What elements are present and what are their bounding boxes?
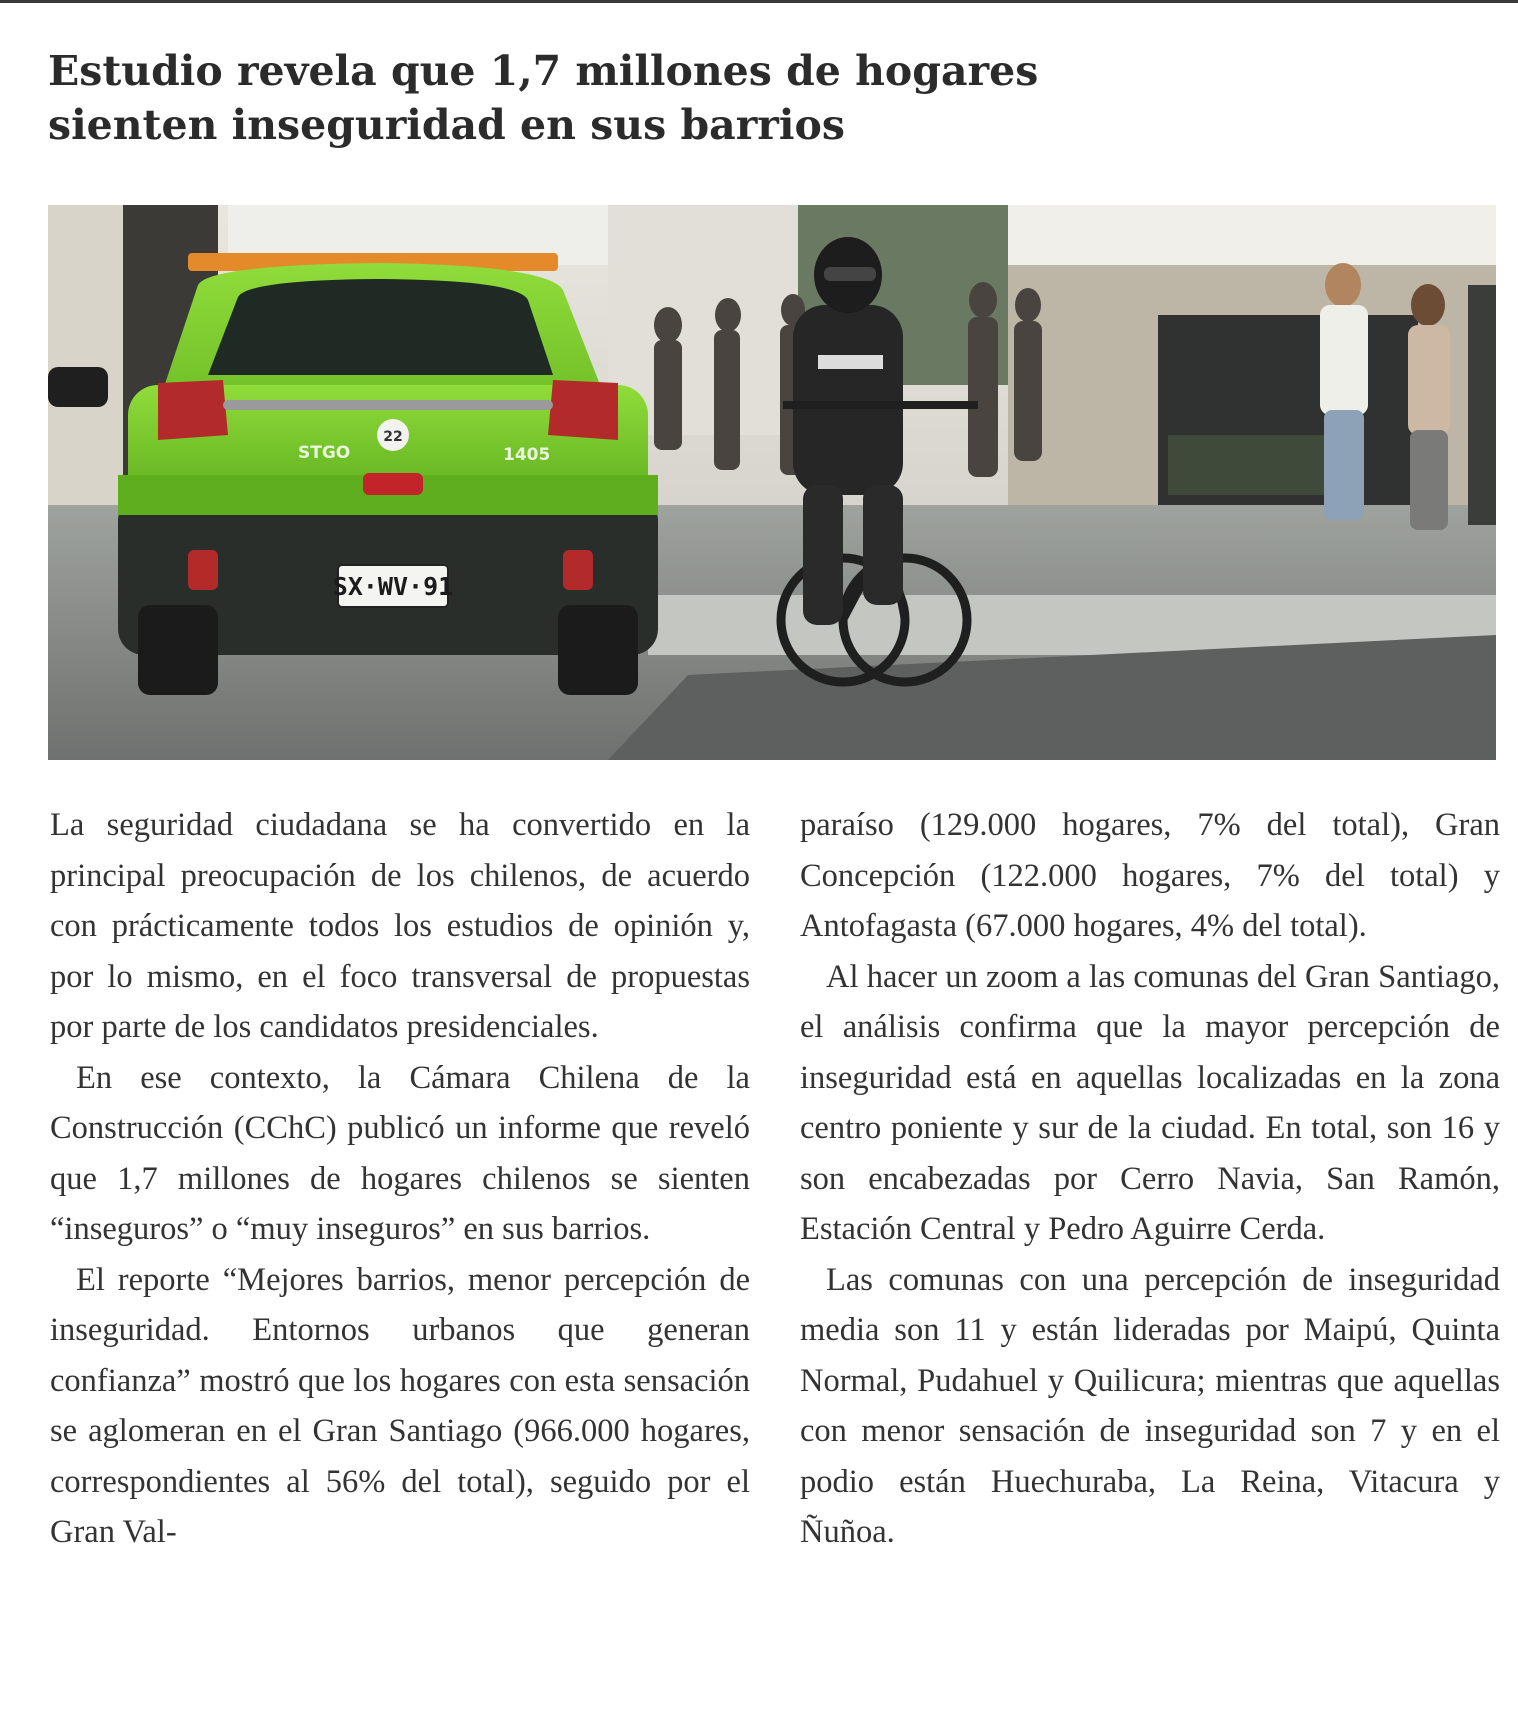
paragraph: La seguridad ciudadana se ha convertido en la principal preocupación de los chilenos, de acuerdo con prácticamente todos los estudios de opinión y, por lo mismo, en el foco transversal de propuestas por parte de los candidatos presidenciales. [50,807,750,1045]
paragraph: Las comunas con una percepción de inseguridad media son 11 y están lideradas por Maipú, Quinta Normal, Pudahuel y Quilicura; mientras que aquellas con menor sensación de inseguridad son 7 y en el podio están Huechuraba, La Reina, Vitacura y Ñuñoa. [800,1261,1500,1550]
paragraph: Al hacer un zoom a las comunas del Gran Santiago, el análisis confirma que la mayor percepción de inseguridad está en aquellas localizadas en la zona centro poniente y sur de la ciudad. En total, son 16 y son encabezadas por Cerro Navia, San Ramón, Estación Central y Pedro Aguirre Cerda. [800,958,1500,1247]
top-rule [0,0,1518,3]
car-label-stgo: STGO [298,443,351,463]
article-column-right [800,800,1500,1558]
paragraph: paraíso (129.000 hogares, 7% del total), Gran Concepción (122.000 hogares, 7% del total) y Antofagasta (67.000 hogares, 4% del total). [800,807,1500,944]
paragraph: El reporte “Mejores barrios, menor percepción de inseguridad. Entornos urbanos que generan confianza” mostró que los hogares con esta sensación se aglomeran en el Gran Santiago (966.000 hogares, correspondientes al 56% del total), seguido por el Gran Val- [50,1261,750,1550]
article-column-left [50,800,750,1558]
headline-line-2: sienten inseguridad en sus barrios [48,101,845,149]
article-photo [48,205,1496,760]
car-label-number: 1405 [503,445,551,465]
license-plate: SX·WV·91 [332,572,454,601]
car-number: 22 [383,429,403,445]
headline-line-1: Estudio revela que 1,7 millones de hogares [48,47,1039,95]
paragraph: En ese contexto, la Cámara Chilena de la Construcción (CChC) publicó un informe que reveló que 1,7 millones de hogares chilenos se sienten “inseguros” o “muy inseguros” en sus barrios. [50,1059,750,1247]
headline [48,44,1448,152]
